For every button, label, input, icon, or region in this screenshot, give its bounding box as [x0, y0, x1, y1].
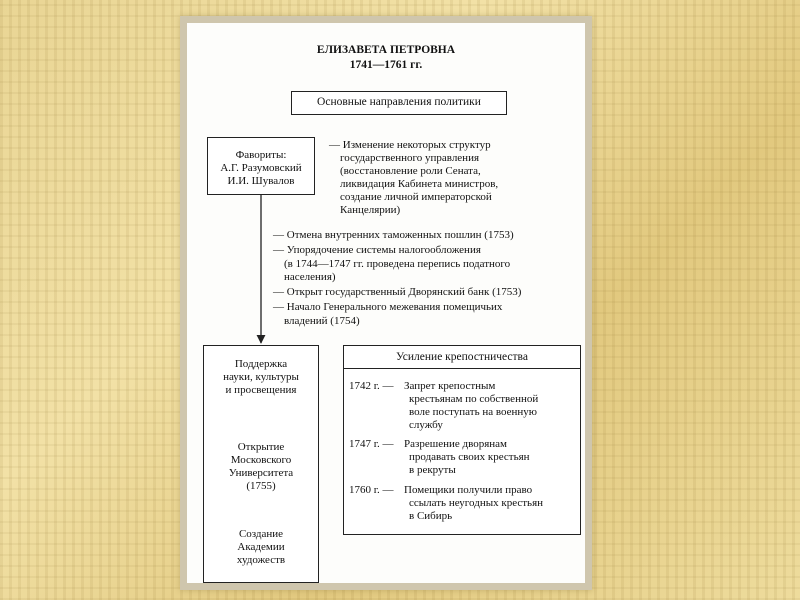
- event-line: в рекруты: [409, 464, 456, 476]
- event-year: 1747 г. —: [349, 438, 394, 450]
- reform-item: населения): [284, 271, 336, 283]
- diagram-years: 1741—1761 гг.: [349, 59, 423, 71]
- event-line: Запрет крепостным: [404, 380, 496, 392]
- culture-support-line: Поддержка: [234, 358, 288, 370]
- main-directions-label: Основные направления политики: [317, 96, 481, 108]
- event-line: ссылать неугодных крестьян: [409, 497, 544, 509]
- university-line: Университета: [228, 467, 294, 479]
- reform-item: — Начало Генерального межевания помещичьих: [273, 301, 503, 313]
- university-line: Открытие: [237, 441, 285, 453]
- culture-support-line: науки, культуры: [223, 371, 299, 383]
- event-line: в Сибирь: [409, 510, 453, 522]
- academy-line: Создание: [238, 528, 284, 540]
- event-line: воле поступать на военную: [409, 406, 538, 418]
- culture-box: [203, 345, 319, 583]
- event-line: крестьянам по собственной: [409, 393, 539, 405]
- reform-line: — Изменение некоторых структур: [329, 139, 491, 151]
- reform-line: создание личной императорской: [340, 191, 492, 203]
- culture-support-line: и просвещения: [225, 384, 297, 396]
- event-year: 1760 г. —: [349, 484, 394, 496]
- event-line: Разрешение дворянам: [404, 438, 507, 450]
- favorite-name: И.И. Шувалов: [227, 175, 295, 187]
- reform-item: — Упорядочение системы налогообложения: [273, 244, 481, 256]
- university-line: (1755): [246, 480, 276, 492]
- reform-item: — Открыт государственный Дворянский банк (1753): [273, 286, 522, 298]
- reform-item: — Отмена внутренних таможенных пошлин (1753): [273, 229, 514, 241]
- university-line: Московского: [230, 454, 292, 466]
- event-year: 1742 г. —: [349, 380, 394, 392]
- diagram-sheet: [180, 16, 592, 590]
- favorites-box: [207, 137, 315, 195]
- event-line: продавать своих крестьян: [409, 451, 530, 463]
- serfdom-title: Усиление крепостничества: [344, 346, 580, 369]
- event-line: службу: [409, 419, 443, 431]
- main-directions-box: [291, 91, 507, 115]
- favorites-heading: Фавориты:: [235, 149, 287, 161]
- reform-line: ликвидация Кабинета министров,: [340, 178, 499, 190]
- academy-line: Академии: [237, 541, 285, 553]
- reform-line: государственного управления: [340, 152, 480, 164]
- reform-line: Канцелярии): [340, 204, 401, 216]
- academy-line: художеств: [236, 554, 286, 566]
- serfdom-box: [343, 345, 581, 535]
- favorite-name: А.Г. Разумовский: [220, 162, 302, 174]
- reform-line: (восстановление роли Сената,: [340, 165, 481, 177]
- diagram-title: ЕЛИЗАВЕТА ПЕТРОВНА: [316, 44, 456, 56]
- reform-item: (в 1744—1747 гг. проведена перепись податного: [284, 258, 511, 270]
- event-line: Помещики получили право: [404, 484, 533, 496]
- reform-item: владений (1754): [284, 315, 360, 327]
